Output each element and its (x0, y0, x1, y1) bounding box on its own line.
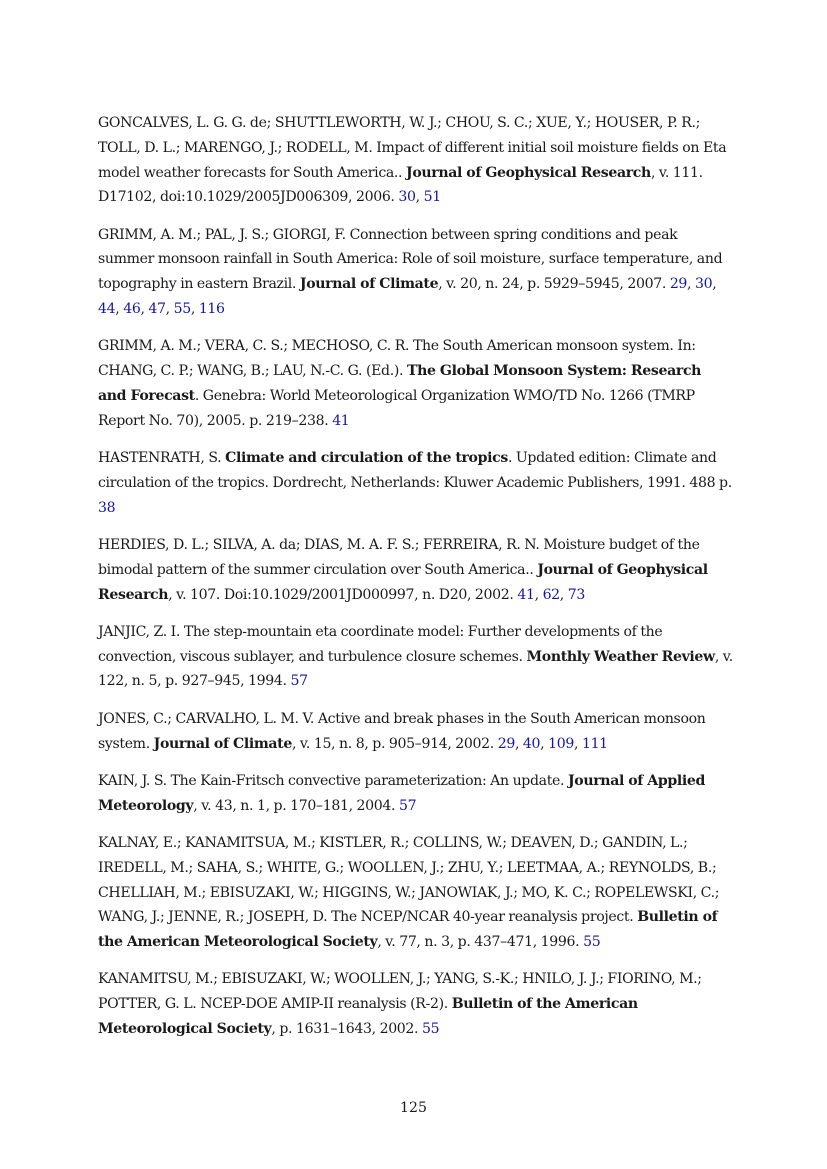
page-backref-link[interactable]: 51 (423, 189, 441, 206)
page-backref-link[interactable]: 57 (398, 797, 417, 814)
reference-entry (98, 446, 733, 520)
reference-entry (98, 334, 733, 433)
reference-entry: GONCALVES, L. G. G. de; SHUTTLEWORTH, W. J.; CHOU, S. C.; XUE, Y.; HOUSER, P. R.; TOLL, D. L.; MARENGO, J.; RODELL, M. Impact of different initial soil moisture fields on Eta model weather forecasts for South America.. Journal of Geophysical Research, v. 111. D17102, doi:10.1029/2005JD006309, 2006. 30, 51 (98, 115, 727, 206)
page-backref-link[interactable]: 109 (548, 735, 574, 752)
page-backref-link[interactable]: 111 (581, 735, 608, 752)
page-backref-link[interactable]: 44 (98, 301, 116, 318)
reference-authors-title: GRIMM, A. M.; VERA, C. S.; MECHOSO, C. R. The South American monsoon system. In: CHANG, C. P.; WANG, B.; LAU, N.-C. G. (Ed.). (98, 338, 696, 380)
page-number: 125 (400, 1100, 427, 1116)
reference-source: The Global Monsoon System: Research and Forecast (98, 363, 702, 404)
reference-source: Journal of Geophysical Research (406, 164, 651, 181)
page-backref-link[interactable]: 62 (542, 586, 560, 603)
page-backref-link[interactable]: 41 (332, 412, 350, 429)
page-backref-link[interactable]: 29 (669, 276, 688, 293)
page-backref-link[interactable]: 29 (497, 735, 515, 752)
reference-authors-title: KALNAY, E.; KANAMITSUA, M.; KISTLER, R.; COLLINS, W.; DEAVEN, D.; GANDIN, L.; IREDELL, M.; SAHA, S.; WHITE, G.; WOOLLEN, J.; ZHU, Y.; LEETMAA, A.; REYNOLDS, B.; CHELLIAH, M.; EBISUZAKI, W.; HIGGINS, W.; JANOWIAK, J.; MO, K. C.; ROPELEWSKI, C.; WANG, J.; JENNE, R.; JOSEPH, D. The NCEP/NCAR 40-year reanalysis project. (98, 834, 720, 926)
page-backref-link[interactable]: 55 (583, 934, 601, 951)
page-backref-link[interactable]: 116 (198, 301, 225, 318)
reference-source: Journal of Geophysical Research (98, 561, 708, 603)
reference-details: , v. 43, n. 1, p. 170–181, 2004. (193, 797, 399, 814)
reference-list (98, 111, 733, 1054)
reference-details: , p. 1631–1643, 2002. (271, 1021, 423, 1037)
reference-entry (98, 769, 733, 819)
reference-source: Journal of Climate (299, 276, 439, 293)
reference-authors-title: GONCALVES, L. G. G. de; SHUTTLEWORTH, W. J.; CHOU, S. C.; XUE, Y.; HOUSER, P. R.; TOLL, D. L.; MARENGO, J.; RODELL, M. Impact of different initial soil moisture fields on Eta model weather forecasts for South America.. (98, 115, 727, 181)
page-backref-link[interactable]: 30 (695, 276, 713, 293)
reference-entry: JONES, C.; CARVALHO, L. M. V. Active and break phases in the South American monsoon system. Journal of Climate, v. 15, n. 8, p. 905–914, 2002. 29, 40, 109, 111 (98, 710, 706, 752)
reference-details: , v. 15, n. 8, p. 905–914, 2002. (291, 735, 498, 752)
reference-authors-title: JANJIC, Z. I. The step-mountain eta coordinate model: Further developments of the convection, viscous sublayer, and turbulence closure schemes. (98, 623, 663, 665)
reference-details: , v. 122, n. 5, p. 927–945, 1994. (98, 648, 733, 690)
reference-details: . Genebra: World Meteorological Organization WMO/TD No. 1266 (TMRP Report No. 70), 2005. p. 219–238. (98, 387, 695, 429)
reference-source: Journal of Climate (153, 735, 292, 752)
reference-entry (98, 831, 733, 955)
reference-source: Bulletin of the American Meteorological Society (98, 909, 718, 951)
page-backref-link[interactable]: 38 (98, 499, 116, 516)
reference-details: , v. 20, n. 24, p. 5929–5945, 2007. (438, 276, 670, 293)
reference-source: Monthly Weather Review (526, 648, 715, 665)
reference-entry: GRIMM, A. M.; PAL, J. S.; GIORGI, F. Connection between spring conditions and peak summer monsoon rainfall in South America: Role of soil moisture, surface temperature, and topography in eastern Brazil. Journal of Climate, v. 20, n. 24, p. 5929–5945, 2007. 29, 30, 44, 46, 47, 55, 116 (98, 226, 723, 318)
reference-source: Climate and circulation of the tropics (225, 450, 508, 467)
reference-details: , v. 111. D17102, doi:10.1029/2005JD006309, 2006. (98, 164, 703, 206)
page-backref-link[interactable]: 57 (290, 673, 308, 690)
page-backref-link[interactable]: 40 (522, 735, 541, 752)
reference-authors-title: JONES, C.; CARVALHO, L. M. V. Active and break phases in the South American monsoon system. (98, 710, 706, 752)
page-backref-link[interactable]: 46 (123, 301, 141, 318)
page-backref-link[interactable]: 55 (422, 1021, 440, 1037)
reference-details: , v. 107. Doi:10.1029/2001JD000997, n. D20, 2002. (168, 586, 518, 603)
reference-authors-title: HERDIES, D. L.; SILVA, A. da; DIAS, M. A. F. S.; FERREIRA, R. N. Moisture budget of the bimodal pattern of the summer circulation over South America.. (98, 536, 700, 578)
page-backref-link[interactable]: 55 (173, 301, 191, 318)
reference-authors-title: GRIMM, A. M.; PAL, J. S.; GIORGI, F. Connection between spring conditions and peak summer monsoon rainfall in South America: Role of soil moisture, surface temperature, and topography in eastern Brazil. (98, 226, 723, 293)
reference-entry (98, 620, 733, 694)
reference-authors-title: HASTENRATH, S. (98, 450, 226, 467)
page-backref-link[interactable]: 41 (517, 586, 535, 603)
page-backref-link[interactable]: 73 (567, 586, 585, 603)
page-backref-link[interactable]: 47 (148, 301, 166, 318)
reference-entry (98, 967, 733, 1041)
reference-authors-title: KAIN, J. S. The Kain-Fritsch convective parameterization: An update. (98, 772, 568, 789)
reference-source: Journal of Applied Meteorology (98, 772, 705, 814)
reference-details: , v. 77, n. 3, p. 437–471, 1996. (377, 934, 584, 951)
reference-authors-title: KANAMITSU, M.; EBISUZAKI, W.; WOOLLEN, J.; YANG, S.-K.; HNILO, J. J.; FIORINO, M.; POTTER, G. L. NCEP-DOE AMIP-II reanalysis (R-2). (98, 971, 702, 1013)
reference-source: Bulletin of the American Meteorological Society (98, 996, 638, 1037)
reference-details: . Updated edition: Climate and circulation of the tropics. Dordrecht, Netherlands: Kluwer Academic Publishers, 1991. 488 p. (98, 450, 732, 491)
page-backref-link[interactable]: 30 (398, 189, 416, 206)
reference-entry: HERDIES, D. L.; SILVA, A. da; DIAS, M. A. F. S.; FERREIRA, R. N. Moisture budget of the bimodal pattern of the summer circulation over South America.. Journal of Geophysical Research, v. 107. Doi:10.1029/2001JD000997, n. D20, 2002. 41, 62, 73 (98, 536, 708, 603)
